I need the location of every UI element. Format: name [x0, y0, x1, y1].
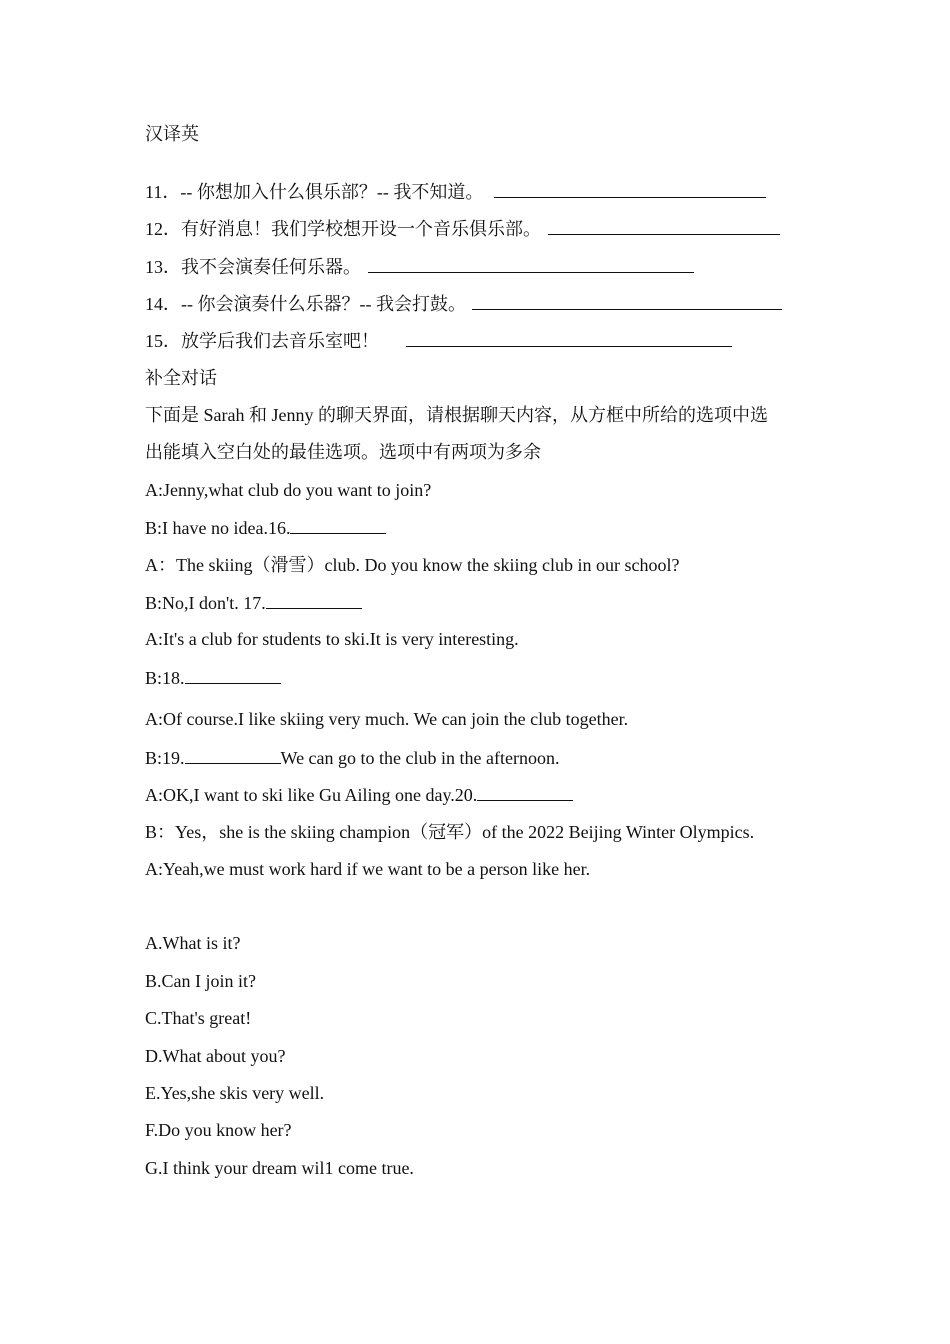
dialogue-text: B:19.: [145, 748, 185, 768]
dialogue-line: [145, 745, 559, 770]
answer-blank-17[interactable]: [266, 590, 362, 609]
option-e: E.Yes,she skis very well.: [145, 1083, 325, 1103]
question-text: 有好消息！我们学校想开设一个音乐俱乐部。: [181, 219, 541, 239]
dialogue-line: B：Yes，she is the skiing champion（冠军）of the 2022 Beijing Winter Olympics.: [145, 822, 755, 842]
question-number: 12．: [145, 219, 181, 239]
instructions-line-1: 下面是 Sarah 和 Jenny 的聊天界面，请根据聊天内容，从方框中所给的选项中选: [145, 405, 768, 425]
question-14: [145, 291, 782, 316]
question-text: 我不会演奏任何乐器。: [181, 257, 361, 277]
question-12: [145, 216, 780, 241]
question-text: 放学后我们去音乐室吧！: [181, 331, 379, 351]
question-11: [145, 179, 766, 204]
answer-blank-19[interactable]: [185, 745, 281, 764]
dialogue-line: [145, 665, 281, 690]
answer-blank[interactable]: [494, 179, 766, 198]
question-15: [145, 328, 732, 353]
dialogue-line: [145, 782, 573, 807]
answer-blank[interactable]: [472, 291, 782, 310]
option-c: C.That's great!: [145, 1008, 252, 1028]
option-a: A.What is it?: [145, 933, 241, 953]
dialogue-line: A:Yeah,we must work hard if we want to be a person like her.: [145, 859, 591, 879]
answer-blank[interactable]: [548, 216, 780, 235]
question-number: 13．: [145, 257, 181, 277]
question-number: 14．: [145, 294, 181, 314]
dialogue-line: A：The skiing（滑雪）club. Do you know the skiing club in our school?: [145, 555, 680, 575]
question-text: -- 你想加入什么俱乐部？-- 我不知道。: [180, 182, 484, 202]
option-b: B.Can I join it?: [145, 971, 256, 991]
answer-blank[interactable]: [368, 254, 694, 273]
option-f: F.Do you know her?: [145, 1120, 292, 1140]
section-title-translation: 汉译英: [145, 124, 199, 144]
option-g: G.I think your dream wil1 come true.: [145, 1158, 414, 1178]
dialogue-line: A:It's a club for students to ski.It is very interesting.: [145, 629, 519, 649]
answer-blank-20[interactable]: [477, 782, 573, 801]
answer-blank-16[interactable]: [290, 515, 386, 534]
dialogue-line: A:Jenny,what club do you want to join?: [145, 480, 432, 500]
dialogue-text: We can go to the club in the afternoon.: [280, 748, 560, 768]
dialogue-line: [145, 515, 386, 540]
dialogue-text: B:I have no idea.16.: [145, 518, 291, 538]
answer-blank-18[interactable]: [185, 665, 281, 684]
dialogue-text: B:No,I don't. 17.: [145, 593, 266, 613]
question-13: [145, 254, 694, 279]
dialogue-line: [145, 590, 362, 615]
instructions-line-2: 出能填入空白处的最佳选项。选项中有两项为多余: [145, 442, 541, 462]
option-d: D.What about you?: [145, 1046, 286, 1066]
section-title-dialogue: 补全对话: [145, 368, 217, 388]
question-text: -- 你会演奏什么乐器？-- 我会打鼓。: [181, 294, 466, 314]
dialogue-text: A:OK,I want to ski like Gu Ailing one day.20.: [145, 785, 478, 805]
answer-blank[interactable]: [406, 328, 732, 347]
dialogue-line: A:Of course.I like skiing very much. We can join the club together.: [145, 709, 629, 729]
dialogue-text: B:18.: [145, 668, 185, 688]
question-number: 11．: [145, 182, 181, 202]
question-number: 15．: [145, 331, 181, 351]
